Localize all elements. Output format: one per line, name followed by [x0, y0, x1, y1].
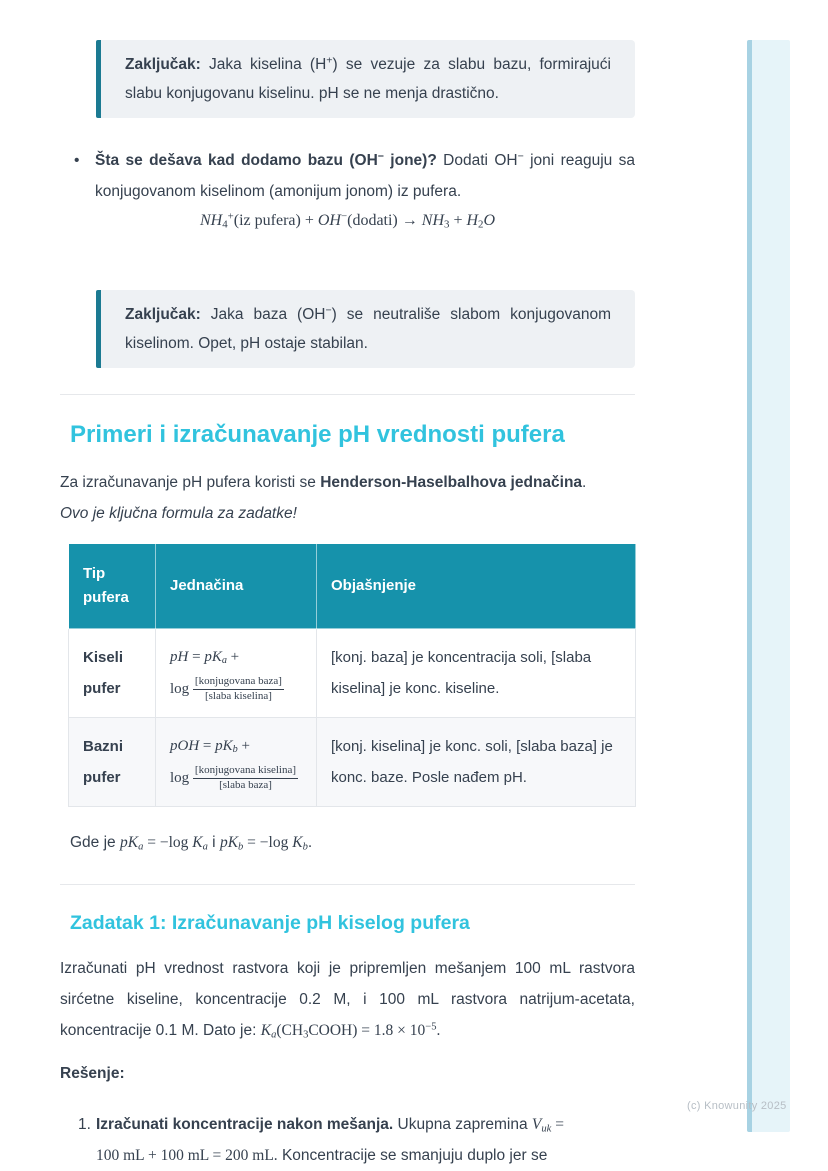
callout-zakljucak-2 — [96, 290, 635, 368]
section-intro: Za izračunavanje pH pufera koristi se Henderson-Haselbalhova jednačina. — [60, 474, 587, 491]
row-equation: pH = $pK_a$ + log $\frac{\text{[konjugovana baza]}}{\text{[slaba kiselina]}}$ — [156, 629, 317, 718]
bullet-item — [60, 145, 635, 207]
callout-zakljucak-1 — [96, 40, 635, 118]
row-type: Bazni pufer — [69, 718, 156, 807]
callout-text: Zaključak: Jaka baza (OH−) se neutrališe slabom konjugovanom kiselinom. Opet, pH ostaje stabilan. — [125, 304, 611, 352]
task-problem: Izračunati pH vrednost rastvora koji je pripremljen mešanjem 100 mL rastvora sirćetne kiseline, koncentracije 0.2 M, i 100 mL rastvora natrijum-acetata, koncentracije 0.1 M. Dato je: $K_a(CH_3COOH) = 1.8 \times 10^{-5}$. — [60, 960, 635, 1041]
buffer-table — [68, 543, 636, 807]
row-type: Kiseli pufer — [69, 629, 156, 718]
watermark: (c) Knowunity 2025 — [687, 1100, 787, 1112]
step-text: Izračunati koncentracije nakon mešanja. Ukupna zapremina $V_{uk}$ = 100 mL + 100 mL = 200 mL. Koncentracije se smanjuju duplo jer se — [96, 1116, 564, 1164]
column-header-jednacina: Jednačina — [156, 544, 317, 629]
task-title: Zadatak 1: Izračunavanje pH kiselog pufera — [70, 912, 470, 934]
bullet-marker-icon: • — [74, 152, 80, 169]
column-header-tip-pufera: Tip pufera — [69, 544, 156, 629]
row-explanation: [konj. kiselina] je konc. soli, [slaba baza] je konc. baze. Posle nađem pH. — [317, 718, 636, 807]
column-header-objasnjenje: Objašnjenje — [317, 544, 636, 629]
scroll-indicator[interactable] — [747, 40, 790, 1132]
divider — [60, 394, 635, 395]
table-header-row — [69, 544, 636, 629]
document-content — [60, 40, 635, 1171]
section-note: Ovo je ključna formula za zadatke! — [60, 505, 297, 522]
bullet-text: Šta se dešava kad dodamo bazu (OH− jone)? Dodati OH− joni reaguju sa konjugovanom kiselinom (amonijum jonom) iz pufera. — [95, 150, 636, 200]
row-equation: pOH = $pK_b$ + log $\frac{\text{[konjugovana kiselina]}}{\text{[slaba baza]}}$ — [156, 718, 317, 807]
formula-note: Gde je $pK_a = -\log$ $K_a$ i $pK_b = -\log$ $K_b$. — [70, 834, 313, 853]
solution-label: Rešenje: — [60, 1065, 125, 1082]
table-row — [69, 629, 636, 718]
chemical-equation: $NH_4^+(iz$ pufera) + OH−(dodati) → $NH_3 + H_2O$ — [199, 210, 496, 231]
divider — [60, 884, 635, 885]
callout-text: Zaključak: Jaka kiselina (H+) se vezuje za slabu bazu, formirajući slabu konjugovanu kiselinu. pH se ne menja drastično. — [125, 54, 611, 102]
row-explanation: [konj. baza] je koncentracija soli, [slaba kiselina] je konc. kiseline. — [317, 629, 636, 718]
step-number: 1. — [78, 1116, 91, 1133]
table-row — [69, 718, 636, 807]
section-title: Primeri i izračunavanje pH vrednosti pufera — [70, 421, 565, 448]
solution-step-1 — [60, 1109, 635, 1171]
